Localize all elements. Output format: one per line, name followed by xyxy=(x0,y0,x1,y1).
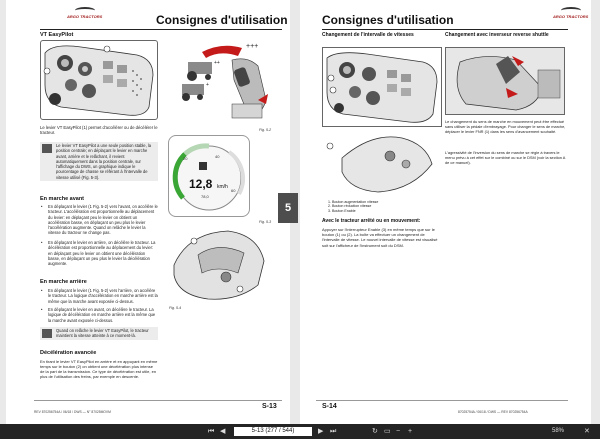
book-icon xyxy=(42,329,52,338)
reverse-bullet-2: • En déplaçant le levier en avant, on décélère le tracteur. La logique de décélération en marche arrière est la même que la marche avant exposée ci-dessus. xyxy=(41,307,156,323)
info-note-text: Le levier VT EasyPilot a une seule position stable, la position centrale; en déplaçant le levier en marche avant, arrière et le relâchant, il revient automatiquement dans la position centrale, sur l'affichage du DWS, un graphique indique le pourcentage de chasse se référant à l'intervalle de vitesse utilisé (Fig. 5-3). xyxy=(56,143,152,180)
book-icon xyxy=(42,144,52,153)
armrest-drawing xyxy=(41,41,157,119)
lever-drawing xyxy=(162,40,274,122)
gauge-tick: 20 xyxy=(183,156,188,161)
viewer-toolbar xyxy=(0,424,600,439)
section-forward: En marche avant xyxy=(40,196,85,202)
footer-text: 87025754A / 06/18 / DWS — REV 870256754A xyxy=(458,410,528,414)
info-note-2-text: Quand on relâche le levier VT EasyPilot, le tracteur maintient la vitesse atteinte à ce moment-là. xyxy=(56,328,149,339)
legend-item: 2. Bouton réduction vitesse xyxy=(328,204,372,209)
shuttle-lever-figure xyxy=(445,47,565,115)
lever-closeup-drawing xyxy=(168,225,268,303)
zoom-out-icon[interactable]: − xyxy=(396,428,401,435)
svg-text:+++: +++ xyxy=(246,43,259,50)
page-title: Consignes d'utilisation xyxy=(322,13,454,27)
speed-gauge-figure xyxy=(168,135,250,217)
info-note-2 xyxy=(40,327,158,340)
legend-item: 1. Bouton augmentation vitesse xyxy=(328,200,379,204)
decel-text: En tirant le levier VT EasyPilot en arrière et en appuyant en même temps sur le bouton (2) on obtient une décélération plus intense de la part de la transmission. Ce type de décélération est utile, en plus de l'utilisation des freins, par exemple en descente. xyxy=(40,359,158,380)
prev-page-icon[interactable]: ◀ xyxy=(220,428,226,435)
shuttle-lever-drawing xyxy=(446,48,564,114)
reverse-bullet-1: • En déplaçant le levier (1 Fig. 5-2) vers l'arrière, on accélère le tracteur. La logique d'accélération en marche arrière est la même que la marche avant exposée ci-dessus. xyxy=(41,288,158,304)
armrest-buttons-drawing xyxy=(323,48,441,126)
gauge-tick: 40 xyxy=(215,154,220,159)
zoom-level[interactable]: 58% xyxy=(552,428,565,434)
lever-figure xyxy=(162,40,274,122)
section-decel: Décélération avancée xyxy=(40,350,97,356)
footer-rule xyxy=(34,400,282,401)
fit-page-icon[interactable]: ▭ xyxy=(384,428,391,435)
intro-text: Le levier VT EasyPilot (1) permet d'accélérer ou de décélérer le tracteur. xyxy=(40,125,158,136)
forward-bullet-1: • En déplaçant le levier (1 Fig. 5-2) vers l'avant, on accélère le tracteur. L'accélération est proportionnelle au déplacement du levier: en déplaçant peu le levier on obtient un accélération basse, en déplaçant un peu plus le levier l'accélération augmente. Quand on relâche le levier la vitesse du tracteur ne change pas. xyxy=(41,204,158,236)
section-vt-easypilot: VT EasyPilot xyxy=(40,32,74,38)
section-drive: Avec le tracteur arrêté ou en mouvement: xyxy=(322,218,421,224)
armrest-figure xyxy=(40,40,158,120)
gauge-tick: 60 xyxy=(231,188,236,193)
lever-closeup-figure xyxy=(168,225,268,303)
figure-label-5-4: Fig. 5-4 xyxy=(169,306,182,310)
rotate-icon[interactable]: ↻ xyxy=(372,428,378,435)
head-range-change: Changement de l'intervalle de vitesses xyxy=(322,32,414,38)
head-shuttle: Changement avec inverseur reverse shuttle xyxy=(445,32,549,38)
page-title: Consignes d'utilisation xyxy=(156,13,288,27)
chapter-tab: 5 xyxy=(278,193,298,223)
forward-bullet-2: • En déplaçant le levier en arrière, on décélère le tracteur. La décélération est proportionnelle au déplacement du levier: en déplaçant peu le levier on obtient une décélération basse, en déplaçant un peu plus le levier la décélération augmente. xyxy=(41,240,156,267)
gauge-speed-unit: km/h xyxy=(217,184,228,190)
left-page xyxy=(6,0,290,424)
brand-logo: ARGO TRACTORS xyxy=(553,7,588,19)
shuttle-text-2: L'agressivité de l'inversion du sens de marche se règle à travers le menu prévu à cet effet sur le combiné ou sur le DSM (voir la section A de ce manuel). xyxy=(445,150,566,165)
next-page-icon[interactable]: ▶ xyxy=(318,428,324,435)
gauge-secondary-value: 78,0 xyxy=(201,194,209,199)
footer-rule xyxy=(316,400,568,401)
right-page xyxy=(300,0,591,424)
lever-side-drawing xyxy=(322,128,440,196)
first-page-icon[interactable]: ⏮ xyxy=(208,428,215,435)
svg-text:+: + xyxy=(206,82,209,88)
figure-legend xyxy=(328,200,378,213)
armrest-buttons-figure xyxy=(322,47,442,127)
svg-text:++: ++ xyxy=(214,60,220,66)
figure-label-5-2: Fig. 5-2 xyxy=(259,128,272,132)
speed-gauge xyxy=(169,136,249,216)
gauge-speed-value: 12,8 xyxy=(189,177,213,191)
section-reverse: En marche arrière xyxy=(40,279,87,285)
zoom-in-icon[interactable]: + xyxy=(408,428,413,435)
shuttle-text-1: Le changement du sens de marche en mouvement peut être effectué sans utiliser la pédale d'embrayage. Pour changer le sens de marche, déplacer le levier FNR (1) dans les sens d'avancement souhaité. xyxy=(445,119,566,134)
legend-item: 3. Bouton Enable xyxy=(328,208,356,213)
title-rule xyxy=(322,29,568,30)
page-number: S-14 xyxy=(322,403,337,410)
last-page-icon[interactable]: ⏭ xyxy=(330,428,337,435)
drive-text: Appuyer sur l'interrupteur Enable (3) en même temps que sur le bouton (1) ou (2). La boîte va effectuer un changement de l'intervalle de vitesse. Le nouvel intervalle de vitesse est visualisé soit sur l'afficheur de l'instrument soit du DSM. xyxy=(322,227,438,248)
info-note xyxy=(40,142,158,181)
footer-text: REV 870256754A / 06/18 / DWS — N° 87025MOVM xyxy=(34,410,111,414)
close-icon[interactable]: ✕ xyxy=(584,428,590,435)
lever-side-figure xyxy=(322,128,440,196)
figure-label-5-3: Fig. 5-3 xyxy=(259,220,272,224)
brand-logo: ARGO TRACTORS xyxy=(67,7,102,19)
page-number: S-13 xyxy=(262,403,277,410)
title-rule xyxy=(40,29,282,30)
page-number-input[interactable] xyxy=(234,427,312,436)
